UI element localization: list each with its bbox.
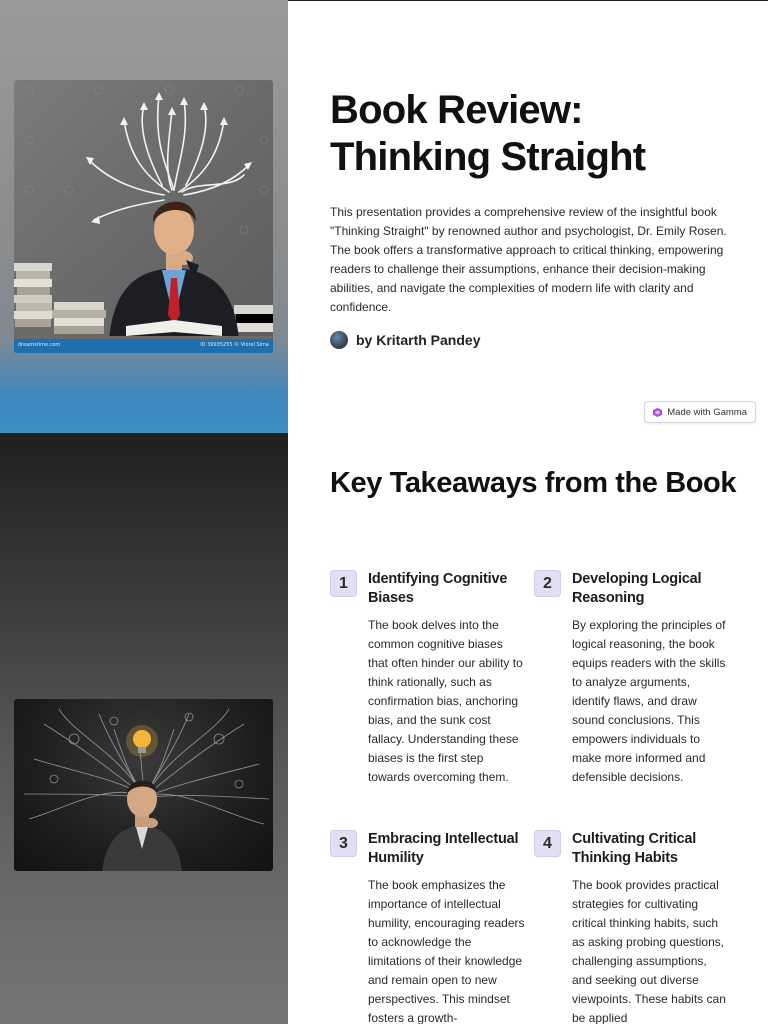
author-name: by Kritarth Pandey (356, 332, 481, 348)
intro-paragraph: This presentation provides a comprehensive review of the insightful book "Thinking Straight" by renowned author and psychologist, Dr. Emily Rosen. The book offers a transformative approach to critical thinking, empowering readers to challenge their assumptions, enhance their decision-making abilities, and navigate the complexities of modern life with clarity and confidence. (330, 205, 727, 314)
made-with-gamma-label: Made with Gamma (667, 406, 747, 418)
photo-illustration (14, 699, 273, 871)
takeaway-body: The book emphasizes the importance of intellectual humility, encouraging readers to acknowledge the limitations of their knowledge and remain open to new perspectives. This mindset fosters a growth- (368, 878, 525, 1024)
number-badge: 3 (330, 830, 357, 857)
thinking-man-with-books-photo (14, 80, 273, 353)
photo-watermark-right: ID 39935255 © Viorel Sima (200, 342, 269, 348)
photo-watermark-bar (14, 339, 273, 353)
takeaway-title: Identifying Cognitive Biases (368, 571, 508, 606)
number-badge: 4 (534, 830, 561, 857)
number-badge: 1 (330, 570, 357, 597)
title-slide (0, 0, 768, 433)
takeaway-title: Developing Logical Reasoning (572, 571, 702, 606)
made-with-gamma-button[interactable] (644, 401, 756, 423)
section-title: Key Takeaways from the Book (330, 467, 737, 499)
content-panel (288, 0, 768, 433)
takeaway-body: By exploring the principles of logical reasoning, the book equips readers with the skills to analyze arguments, identify flaws, and draw sound conclusions. This empowers individuals to make more informed and defensible decisions. (572, 618, 726, 784)
photo-watermark-left: dreamstime.com (18, 342, 61, 348)
page-title: Book Review: Thinking Straight (330, 88, 646, 179)
thinking-man-with-lightbulb-photo (14, 699, 273, 871)
photo-illustration (14, 80, 273, 353)
avatar (330, 331, 348, 349)
image-panel (0, 0, 288, 433)
author-byline (330, 331, 480, 349)
gamma-logo-icon (653, 408, 662, 417)
key-takeaways-slide (0, 433, 768, 1024)
image-panel (0, 433, 288, 1024)
takeaway-title: Embracing Intellectual Humility (368, 831, 519, 866)
takeaway-body: The book provides practical strategies for cultivating critical thinking habits, such as asking probing questions, challenging assumptions, and seeking out diverse viewpoints. These habits can be applied (572, 878, 726, 1024)
number-badge: 2 (534, 570, 561, 597)
takeaway-title: Cultivating Critical Thinking Habits (572, 831, 697, 866)
content-panel (288, 433, 768, 1024)
takeaway-body: The book delves into the common cognitive biases that often hinder our ability to think rationally, such as confirmation bias, anchoring bias, and the sunk cost fallacy. Understanding these biases is the first step towards overcoming them. (368, 618, 523, 784)
